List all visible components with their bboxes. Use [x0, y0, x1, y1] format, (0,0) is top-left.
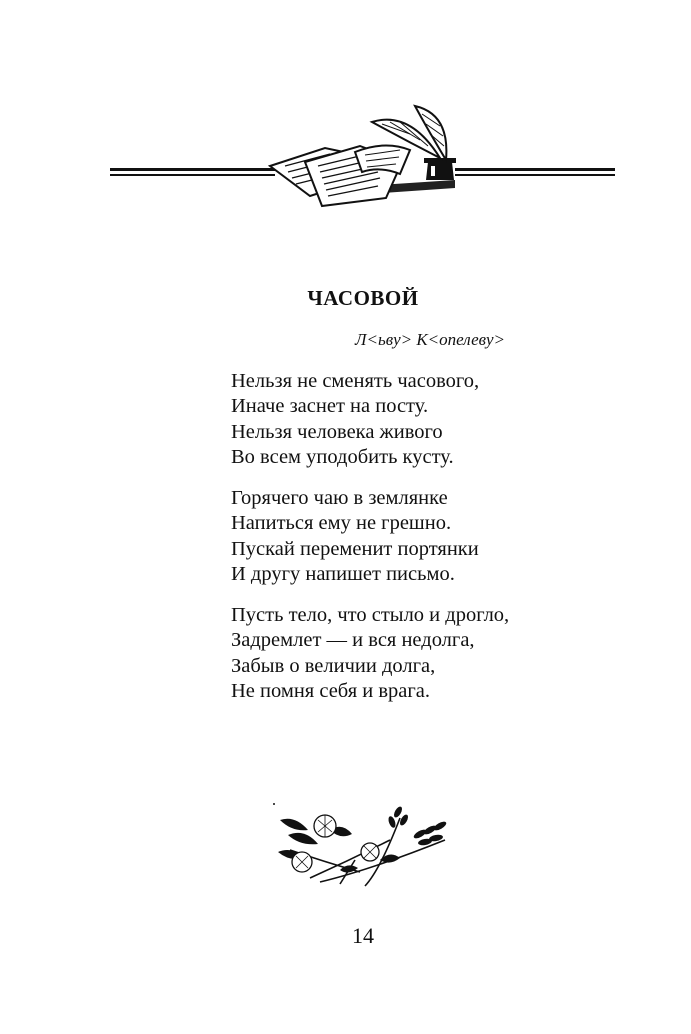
stanza-3 — [231, 603, 651, 704]
poem-line: Во всем уподобить кусту. — [231, 445, 454, 468]
stanza-1 — [231, 369, 651, 470]
page-number: 14 — [352, 923, 374, 948]
poem-line: Пускай переменит портянки — [231, 537, 479, 560]
left-rule-bottom — [110, 174, 275, 176]
poem-line: Нельзя человека живого — [231, 420, 443, 443]
poem-line: Пусть тело, что стыло и дрогло, — [231, 604, 510, 626]
wildflowers-icon — [270, 800, 455, 890]
right-rule-bottom — [455, 174, 615, 176]
poem-line: Горячего чаю в землянке — [231, 487, 448, 509]
poem-line: Иначе заснет на посту. — [231, 395, 429, 418]
poem-line: И другу напишет письмо. — [231, 562, 455, 585]
poem-line: Не помня себя и врага. — [231, 679, 431, 702]
poem-line: Забыв о величии долга, — [231, 654, 436, 677]
poem-line: Задремлет — и вся недолга, — [231, 629, 475, 652]
poem-line: Нельзя не сменять часового, — [231, 370, 480, 392]
poem-line: Напиться ему не грешно. — [231, 512, 452, 535]
right-rule-top — [455, 168, 615, 171]
poem-dedication: Л<ьву> К<опелеву> — [355, 330, 506, 349]
poem-title: ЧАСОВОЙ — [307, 286, 419, 310]
papers-quill-inkwell-icon — [110, 100, 615, 215]
stanza-2 — [231, 486, 651, 587]
left-rule-top — [110, 168, 275, 171]
